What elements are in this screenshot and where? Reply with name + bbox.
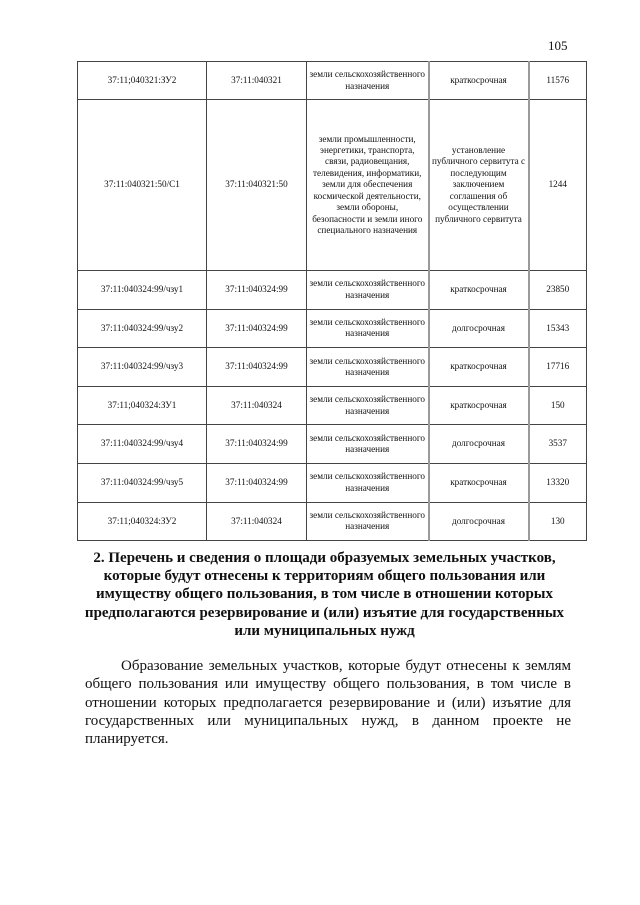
use-type-cell: долгосрочная bbox=[429, 309, 529, 348]
land-category-cell: земли сельскохозяйственного назначения bbox=[307, 386, 429, 425]
area-cell: 130 bbox=[529, 502, 587, 541]
plot-id-cell: 37:11:040324:99/чзу4 bbox=[78, 425, 207, 464]
parent-plot-cell: 37:11:040324:99 bbox=[207, 425, 307, 464]
table-row bbox=[78, 463, 587, 502]
land-category-cell: земли сельскохозяйственного назначения bbox=[307, 62, 429, 100]
area-cell: 1244 bbox=[529, 100, 587, 271]
land-category-cell: земли сельскохозяйственного назначения bbox=[307, 309, 429, 348]
use-type-cell: краткосрочная bbox=[429, 62, 529, 100]
land-category-cell: земли сельскохозяйственного назначения bbox=[307, 463, 429, 502]
use-type-cell: краткосрочная bbox=[429, 271, 529, 310]
plot-id-cell: 37:11:040324:99/чзу5 bbox=[78, 463, 207, 502]
land-plots-table bbox=[77, 61, 587, 541]
land-category-cell: земли сельскохозяйственного назначения bbox=[307, 425, 429, 464]
table-row bbox=[78, 386, 587, 425]
area-cell: 3537 bbox=[529, 425, 587, 464]
use-type-cell: долгосрочная bbox=[429, 425, 529, 464]
table-row bbox=[78, 309, 587, 348]
parent-plot-cell: 37:11:040324:99 bbox=[207, 309, 307, 348]
use-type-cell: краткосрочная bbox=[429, 386, 529, 425]
land-category-cell: земли сельскохозяйственного назначения bbox=[307, 502, 429, 541]
land-category-cell: земли сельскохозяйственного назначения bbox=[307, 271, 429, 310]
use-type-cell: установление публичного сервитута с последующим заключением соглашения об осуществлении публичного сервитута bbox=[429, 100, 529, 271]
plot-id-cell: 37:11;040324:ЗУ1 bbox=[78, 386, 207, 425]
parent-plot-cell: 37:11:040324:99 bbox=[207, 271, 307, 310]
use-type-cell: долгосрочная bbox=[429, 502, 529, 541]
area-cell: 23850 bbox=[529, 271, 587, 310]
area-cell: 150 bbox=[529, 386, 587, 425]
table-row bbox=[78, 502, 587, 541]
plot-id-cell: 37:11:040321:50/С1 bbox=[78, 100, 207, 271]
parent-plot-cell: 37:11:040324 bbox=[207, 502, 307, 541]
area-cell: 17716 bbox=[529, 348, 587, 387]
plot-id-cell: 37:11;040324:ЗУ2 bbox=[78, 502, 207, 541]
plot-id-cell: 37:11:040324:99/чзу2 bbox=[78, 309, 207, 348]
use-type-cell: краткосрочная bbox=[429, 463, 529, 502]
table-row bbox=[78, 348, 587, 387]
parent-plot-cell: 37:11:040321 bbox=[207, 62, 307, 100]
table-row bbox=[78, 425, 587, 464]
parent-plot-cell: 37:11:040324 bbox=[207, 386, 307, 425]
area-cell: 13320 bbox=[529, 463, 587, 502]
section-heading: 2. Перечень и сведения о площади образуемых земельных участков, которые будут отнесены к территориям общего пользования или имуществу общего пользования, в том числе в отношении которых предполагаются резервирование и (или) изъятие для государственных или муниципальных нужд bbox=[84, 550, 565, 639]
table-row bbox=[78, 62, 587, 100]
plot-id-cell: 37:11:040324:99/чзу3 bbox=[78, 348, 207, 387]
area-cell: 15343 bbox=[529, 309, 587, 348]
table-row bbox=[78, 271, 587, 310]
plot-id-cell: 37:11;040321:ЗУ2 bbox=[78, 62, 207, 100]
page-number: 105 bbox=[548, 38, 568, 53]
use-type-cell: краткосрочная bbox=[429, 348, 529, 387]
parent-plot-cell: 37:11:040324:99 bbox=[207, 463, 307, 502]
parent-plot-cell: 37:11:040321:50 bbox=[207, 100, 307, 271]
land-category-cell: земли промышленности, энергетики, транспорта, связи, радиовещания, телевидения, информатики, земли для обеспечения космической деятельности, земли обороны, безопасности и земли иного специального назначения bbox=[307, 100, 429, 271]
area-cell: 11576 bbox=[529, 62, 587, 100]
land-category-cell: земли сельскохозяйственного назначения bbox=[307, 348, 429, 387]
section-paragraph: Образование земельных участков, которые будут отнесены к землям общего пользования или имуществу общего пользования, в том числе в отношении которых предполагается резервирование и (или) изъятие для государственных или муниципальных нужд, в данном проекте не планируется. bbox=[85, 658, 571, 748]
plot-id-cell: 37:11:040324:99/чзу1 bbox=[78, 271, 207, 310]
table-row bbox=[78, 100, 587, 271]
parent-plot-cell: 37:11:040324:99 bbox=[207, 348, 307, 387]
